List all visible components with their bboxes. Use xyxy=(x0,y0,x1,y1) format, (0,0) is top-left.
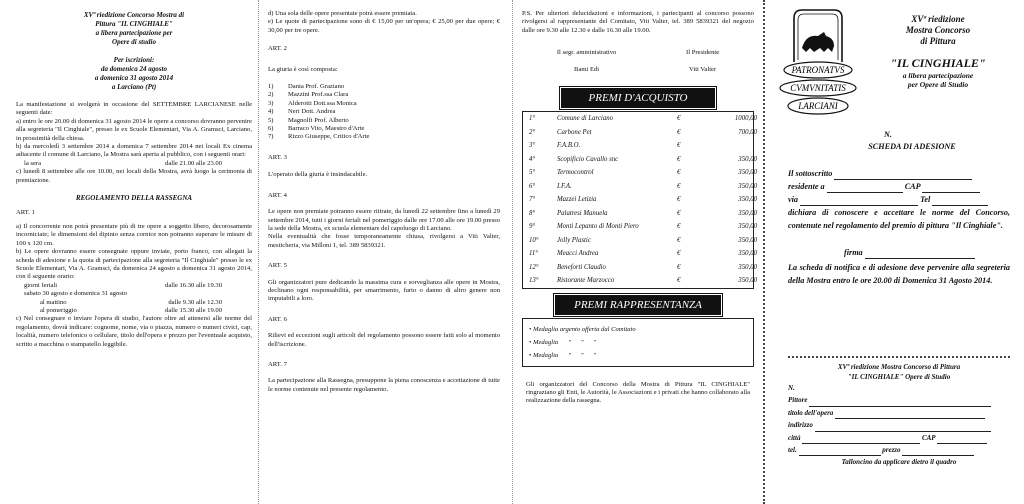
prize-name: Mazzei Letizia xyxy=(557,196,597,204)
evening-hours xyxy=(16,160,252,168)
jury-name: Dania Prof. Graziano xyxy=(288,83,345,91)
prize-amt xyxy=(707,141,757,151)
jury-member xyxy=(268,108,500,116)
address-input[interactable] xyxy=(815,424,991,432)
registration-line: da domenica 24 agosto xyxy=(101,65,167,73)
article-1-d: d) Una sola delle opere presentate potrà essere premiata. xyxy=(268,10,417,17)
slip-tel-label: tel. xyxy=(788,446,797,455)
prize-row xyxy=(523,261,757,275)
event-title-line: XVª riedizione Concorso Mostra di xyxy=(83,11,185,19)
evening-label: la sera xyxy=(24,159,42,167)
jury-list xyxy=(268,83,500,142)
signature-secretary xyxy=(557,49,617,74)
deadline-notice: La scheda di notifica e di adesione deve pervenire alla segreteria della Mostra entro le ore 20.00 di Domenica 31 Agosto 2014. xyxy=(788,263,1010,285)
column-3 xyxy=(522,0,757,504)
prize-cur: € xyxy=(677,263,681,271)
prize-amt: 350,00 xyxy=(738,236,757,244)
prize-n: 8° xyxy=(529,209,536,217)
prize-cur: € xyxy=(677,250,681,258)
cap-input[interactable] xyxy=(922,185,980,193)
prize-n: 9° xyxy=(529,223,536,231)
jury-name: Neri Dott. Andrea xyxy=(288,108,336,116)
prize-cur: € xyxy=(677,196,681,204)
form-header-line: di Pittura xyxy=(920,36,956,46)
prize-amt: 1000,00 xyxy=(734,115,757,123)
slip-field-phone-price[interactable] xyxy=(788,444,1010,456)
column-4 xyxy=(772,0,1012,504)
article-1-a: a) Il concorrente non potrà presentare più di tre opere a soggetto libero, decorosamente incorniciate; le dimensioni del dipinto senza cornice non potranno superare le misure di 100 x 120 cm. xyxy=(16,222,252,247)
prize-cur: € xyxy=(677,142,681,150)
tear-line xyxy=(788,356,1010,358)
jury-number: 1) xyxy=(268,83,274,91)
article-6-heading: ART. 6 xyxy=(268,315,287,323)
painter-label: Pittore xyxy=(788,396,808,405)
prize-name: Ristorante Marzocco xyxy=(557,277,615,285)
event-title-line: Opere di studio xyxy=(112,38,156,46)
prize-n: 2° xyxy=(529,128,536,136)
jury-name: Rizzo Giuseppe, Critico d'Arte xyxy=(288,133,370,141)
article-1-c: c) Nel consegnare o inviare l'opera di studio, l'autore oltre ad attenersi alle norme del regolamento, dovrà indicare: cognome, nome, via o piazza, numero o numeri civici, cap, località, numero telefonico o cellulare, titolo dell'opera e prezzo per l'eventuale acquisto, scritto a macchina o stampatello leggibile. xyxy=(16,315,252,348)
jury-intro: La giuria è così composta: xyxy=(268,65,338,73)
prize-n: 13° xyxy=(529,277,539,285)
slip-cap-input[interactable] xyxy=(937,436,987,444)
prize-name: Monti Lepanto di Monti Piero xyxy=(557,223,639,231)
patronage-logo xyxy=(772,4,864,126)
cut-line xyxy=(763,0,765,504)
fold-line xyxy=(258,0,259,504)
article-4-text: Le opere non premiate potranno essere ritirate, da lunedì 22 settembre fino a lunedì 29 settembre 2014, tutti i giorni feriali nel pomeriggio dalle ore 17.00 alle ore 19.00 presso la sede della Mostra, ex scuola elementare del capoluogo di Larciano. xyxy=(268,208,500,232)
representation-prizes-box xyxy=(522,318,754,367)
jury-number: 7) xyxy=(268,133,274,141)
logo-line: LARCIANI xyxy=(798,101,838,111)
prize-cur: € xyxy=(677,128,681,136)
article-1-b: b) Le opere dovranno essere consegnate oppure inviate, porto franco, con allegati la scheda di adesione e la quota di partecipazione alla segreteria "Il Cinghiale" presso le ex Scuole Elementari, Via A. Gramsci, da domenica 24 agosto a domenica 31 agosto 2014, con il seguente orario: xyxy=(16,248,252,281)
weekday-label: giorni feriali xyxy=(24,281,58,289)
medal-item: • Medaglia " " " xyxy=(529,338,597,346)
signature-president xyxy=(686,49,719,74)
slip-number-label: N. xyxy=(788,384,795,392)
residence-label: residente a xyxy=(788,182,825,191)
form-number-label: N. xyxy=(884,130,892,139)
article-3-text: L'operato della giuria è insindacabile. xyxy=(268,171,368,179)
purchase-prizes-banner: PREMI D'ACQUISTO xyxy=(561,88,715,108)
field-undersigned[interactable] xyxy=(788,167,1010,180)
prize-n: 1° xyxy=(529,115,536,123)
prize-row xyxy=(523,180,757,194)
prize-name: Beneforti Claudio xyxy=(557,263,606,271)
form-title: SCHEDA DI ADESIONE xyxy=(868,142,956,151)
registration-info xyxy=(16,56,252,92)
boar-icon xyxy=(802,32,834,52)
street-label: via xyxy=(788,195,799,204)
prize-row xyxy=(523,274,757,288)
schedule-c: c) lunedì 8 settembre alle ore 10.00, nei locali della Mostra, avrà luogo la cerimonia di premiazione. xyxy=(16,168,252,184)
jury-member xyxy=(268,125,500,133)
painter-input[interactable] xyxy=(809,399,991,407)
jury-number: 6) xyxy=(268,125,274,133)
undersigned-label: Il sottoscritto xyxy=(788,169,833,178)
prize-name: Comune di Larciano xyxy=(557,115,614,123)
schedule-b: b) da mercoledì 3 settembre 2014 a domenica 7 settembre 2014 nei locali Ex cinema adiacente il comune di Larciano, la Mostra sarà aperta al pubblico, con i seguenti orari: xyxy=(16,143,252,159)
prize-n: 4° xyxy=(529,155,536,163)
slip-field-city[interactable] xyxy=(788,432,1010,444)
registration-line: a domenica 31 agosto 2014 xyxy=(94,74,174,82)
article-4-heading: ART. 4 xyxy=(268,191,287,199)
jury-number: 5) xyxy=(268,116,274,124)
prize-name: I.F.A. xyxy=(557,182,572,190)
event-title-line: a libera partecipazione per xyxy=(95,29,173,37)
city-label: città xyxy=(788,433,801,442)
weekday-time: dalle 16.30 alle 19.30 xyxy=(165,281,222,289)
prize-row xyxy=(523,112,757,126)
form-header-line: Mostra Concorso xyxy=(905,25,971,35)
article-4-contact: Nella eventualità che fosse temporaneamente chiusa, rivolgersi a Viti Valter, mesticheria, via Milloni 1, tel. 389 5839321. xyxy=(268,233,500,249)
address-label: indirizzo xyxy=(788,421,813,430)
form-header-line: per Opere di Studio xyxy=(907,80,969,89)
medal-item: • Medaglia " " " xyxy=(529,351,597,359)
jury-member xyxy=(268,117,500,125)
prize-name: Scopificio Cavallo snc xyxy=(557,155,619,163)
form-header-line: XVª riedizione xyxy=(911,14,965,24)
registration-heading: Per iscrizioni: xyxy=(113,56,155,64)
slip-field-address[interactable] xyxy=(788,419,1010,431)
jury-name: Magnolfi Prof. Alberto xyxy=(288,116,349,124)
slip-subtitle: "IL CINGHIALE" Opere di Studio xyxy=(847,373,951,381)
label-slip xyxy=(788,362,1010,469)
jury-name: Alderotti Dott.ssa Monica xyxy=(288,99,357,107)
price-label: prezzo xyxy=(882,446,901,455)
article-5-heading: ART. 5 xyxy=(268,262,287,270)
purchase-prizes-table xyxy=(522,111,757,289)
signature-input[interactable] xyxy=(865,251,975,259)
city-input[interactable] xyxy=(802,436,920,444)
prize-name: Jolly Plastic xyxy=(557,236,591,244)
article-3-heading: ART. 3 xyxy=(268,153,287,161)
prize-name: Termocontrol xyxy=(557,169,594,177)
jury-number: 4) xyxy=(268,108,274,116)
prize-row xyxy=(523,234,757,248)
jury-member xyxy=(268,83,500,91)
price-input[interactable] xyxy=(902,448,974,456)
event-title xyxy=(16,0,252,47)
logo-line: PATRONATVS xyxy=(791,65,845,75)
field-street[interactable] xyxy=(788,193,1010,206)
weekday-hours xyxy=(16,282,252,290)
slip-field-painter[interactable] xyxy=(788,394,1010,406)
prize-n: 11° xyxy=(529,250,539,258)
jury-number: 2) xyxy=(268,91,274,99)
undersigned-input[interactable] xyxy=(834,172,972,180)
rules-heading: REGOLAMENTO DELLA RASSEGNA xyxy=(75,194,193,203)
jury-member xyxy=(268,100,500,108)
prize-n: 6° xyxy=(529,182,536,190)
form-header xyxy=(864,14,1012,89)
street-input[interactable] xyxy=(800,198,918,206)
prize-amt: 350,00 xyxy=(738,182,757,190)
signatures xyxy=(522,49,754,74)
registration-line: a Larciano (Pt) xyxy=(111,83,157,91)
column-1 xyxy=(16,0,252,504)
article-6-text: Rilievi ed eccezioni sugli articoli del regolamento possono essere fatti solo al momento dell'iscrizione. xyxy=(268,332,500,348)
thanks-text: Gli organizzatori del Concorso della Mostra di Pittura "IL CINGHIALE" ringraziano gli Enti, le Autorità, le Associazioni e i privati che hanno collaborato alla realizzazione della rassegna. xyxy=(526,380,750,405)
prize-amt: 350,00 xyxy=(738,223,757,231)
morning-hours xyxy=(16,299,252,307)
morning-time: dalle 9.30 alle 12.30 xyxy=(168,298,222,306)
prize-amt: 350,00 xyxy=(738,209,757,217)
residence-input[interactable] xyxy=(827,185,903,193)
article-7-heading: ART. 7 xyxy=(268,360,287,368)
afternoon-time: dalle 15.30 alle 19.00 xyxy=(165,306,222,314)
president-name: Viti Valter xyxy=(689,65,717,73)
tel-input[interactable] xyxy=(932,198,988,206)
prize-n: 3° xyxy=(529,142,536,150)
form-header-title: "IL CINGHIALE" xyxy=(890,56,986,70)
slip-footer: Talloncino da applicare dietro il quadro xyxy=(841,458,957,467)
prize-name: Palatresi Manuela xyxy=(557,209,608,217)
prize-row xyxy=(523,247,757,261)
fold-line xyxy=(512,0,513,504)
prize-cur: € xyxy=(677,236,681,244)
prize-row xyxy=(523,166,757,180)
article-1-e: e) Le quote di partecipazione sono di € 15,00 per un'opera; € 25,00 per due opere; € 30,00 per tre opere. xyxy=(268,18,500,34)
field-residence[interactable] xyxy=(788,180,1010,193)
prize-cur: € xyxy=(677,223,681,231)
prize-amt: 350,00 xyxy=(738,196,757,204)
secretary-name: Bami Edi xyxy=(574,65,600,73)
article-7-text: La partecipazione alla Rassegna, presuppone la piena conoscenza e accettazione di tutte le norme contenute nel presente regolamento. xyxy=(268,377,500,393)
prize-amt: 350,00 xyxy=(738,250,757,258)
slip-title: XVª riedizione Mostra Concorso di Pittura xyxy=(837,363,961,371)
prize-amt: 350,00 xyxy=(738,169,757,177)
form-header-line: a libera partecipazione xyxy=(902,71,974,80)
prize-name: Carbone Pet xyxy=(557,128,592,136)
jury-member xyxy=(268,133,500,141)
prize-n: 12° xyxy=(529,263,539,271)
president-role: Il Presidente xyxy=(686,49,720,57)
event-title-line: Pittura "IL CINGHIALE" xyxy=(95,20,173,28)
medal-list xyxy=(529,323,747,362)
column-2 xyxy=(268,0,500,504)
prize-cur: € xyxy=(677,169,681,177)
weekend-label: sabato 30 agosto e domenica 31 agosto xyxy=(24,290,127,298)
prize-amt: 350,00 xyxy=(738,277,757,285)
afternoon-label: al pomeriggio xyxy=(40,306,77,314)
artwork-title-input[interactable] xyxy=(835,411,985,419)
prize-cur: € xyxy=(677,277,681,285)
prize-cur: € xyxy=(677,115,681,123)
postscript-text: P.S. Per ulteriori delucidazioni e informazioni, i partecipanti al concorso possono rivolgersi al rappresentante del Comitato, Viti Valter, tel. 389 5839321 del negozio dalle ore 9.30 alle 12.30 e dalle 16.30 alle 19.00. xyxy=(522,10,754,34)
jury-name: Mazzini Prof.ssa Clara xyxy=(288,91,349,99)
prize-amt: 350,00 xyxy=(738,155,757,163)
prize-row xyxy=(523,126,757,140)
logo-line: CVMVNITATIS xyxy=(790,83,846,93)
field-signature[interactable] xyxy=(788,246,1010,259)
schedule-a: a) entro le ore 20.00 di domenica 31 agosto 2014 le opere a concorso dovranno pervenire alla segreteria "Il Cinghiale", presso le ex Scuole Elementari, Via A. Gramsci, Larciano, in prossimità della chiesa. xyxy=(16,117,252,142)
prize-name: Meacci Andrea xyxy=(557,250,599,258)
slip-cap-label: CAP xyxy=(921,433,936,442)
prize-row xyxy=(523,193,757,207)
article-2-heading: ART. 2 xyxy=(268,45,287,53)
prize-name: F.A.B.O. xyxy=(557,142,581,150)
adhesion-form xyxy=(788,167,1010,287)
evening-time: dalle 21.00 alle 23.00 xyxy=(165,159,222,167)
prize-amt: 350,00 xyxy=(738,263,757,271)
prize-n: 7° xyxy=(529,196,536,204)
prize-n: 5° xyxy=(529,169,536,177)
artwork-title-label: titolo dell'opera xyxy=(788,408,834,417)
morning-label: al mattino xyxy=(40,298,67,306)
cap-label: CAP xyxy=(904,182,921,191)
declaration-text: dichiara di conoscere e accettare le norme del Concorso, contenute nel regolamento del premio di pittura "Il Cinghiale". xyxy=(788,208,1010,230)
tel-label: Tel xyxy=(920,195,931,204)
jury-name: Barraco Vito, Maestro d'Arte xyxy=(288,125,365,133)
prize-row xyxy=(523,220,757,234)
medal-item: • Medaglia argento offerta dal Comitato xyxy=(529,325,636,333)
prize-cur: € xyxy=(677,155,681,163)
jury-number: 3) xyxy=(268,99,274,107)
intro-text: La manifestazione si svolgerà in occasione del SETTEMBRE LARCIANESE nelle seguenti date: xyxy=(16,101,252,117)
representation-prizes-banner: PREMI RAPPRESENTANZA xyxy=(555,295,721,315)
slip-field-title[interactable] xyxy=(788,407,1010,419)
signature-label: firma xyxy=(844,248,863,257)
article-1-heading: ART. 1 xyxy=(16,209,35,217)
prize-cur: € xyxy=(677,209,681,217)
prize-row xyxy=(523,207,757,221)
article-5-text: Gli organizzatori pure dedicando la massima cura e sorveglianza alle opere in Mostra, declinano ogni responsabilità, per smarrimento, furto o danno di altro genere non imputabili a loro. xyxy=(268,278,500,303)
prize-row xyxy=(523,139,753,153)
jury-member xyxy=(268,91,500,99)
prize-row xyxy=(523,153,757,167)
slip-tel-input[interactable] xyxy=(799,448,881,456)
afternoon-hours xyxy=(16,307,252,315)
prize-amt: 700,00 xyxy=(738,128,757,136)
prize-cur: € xyxy=(677,182,681,190)
secretary-role: Il segr. amministrativo xyxy=(556,49,617,57)
prize-n: 10° xyxy=(529,236,539,244)
